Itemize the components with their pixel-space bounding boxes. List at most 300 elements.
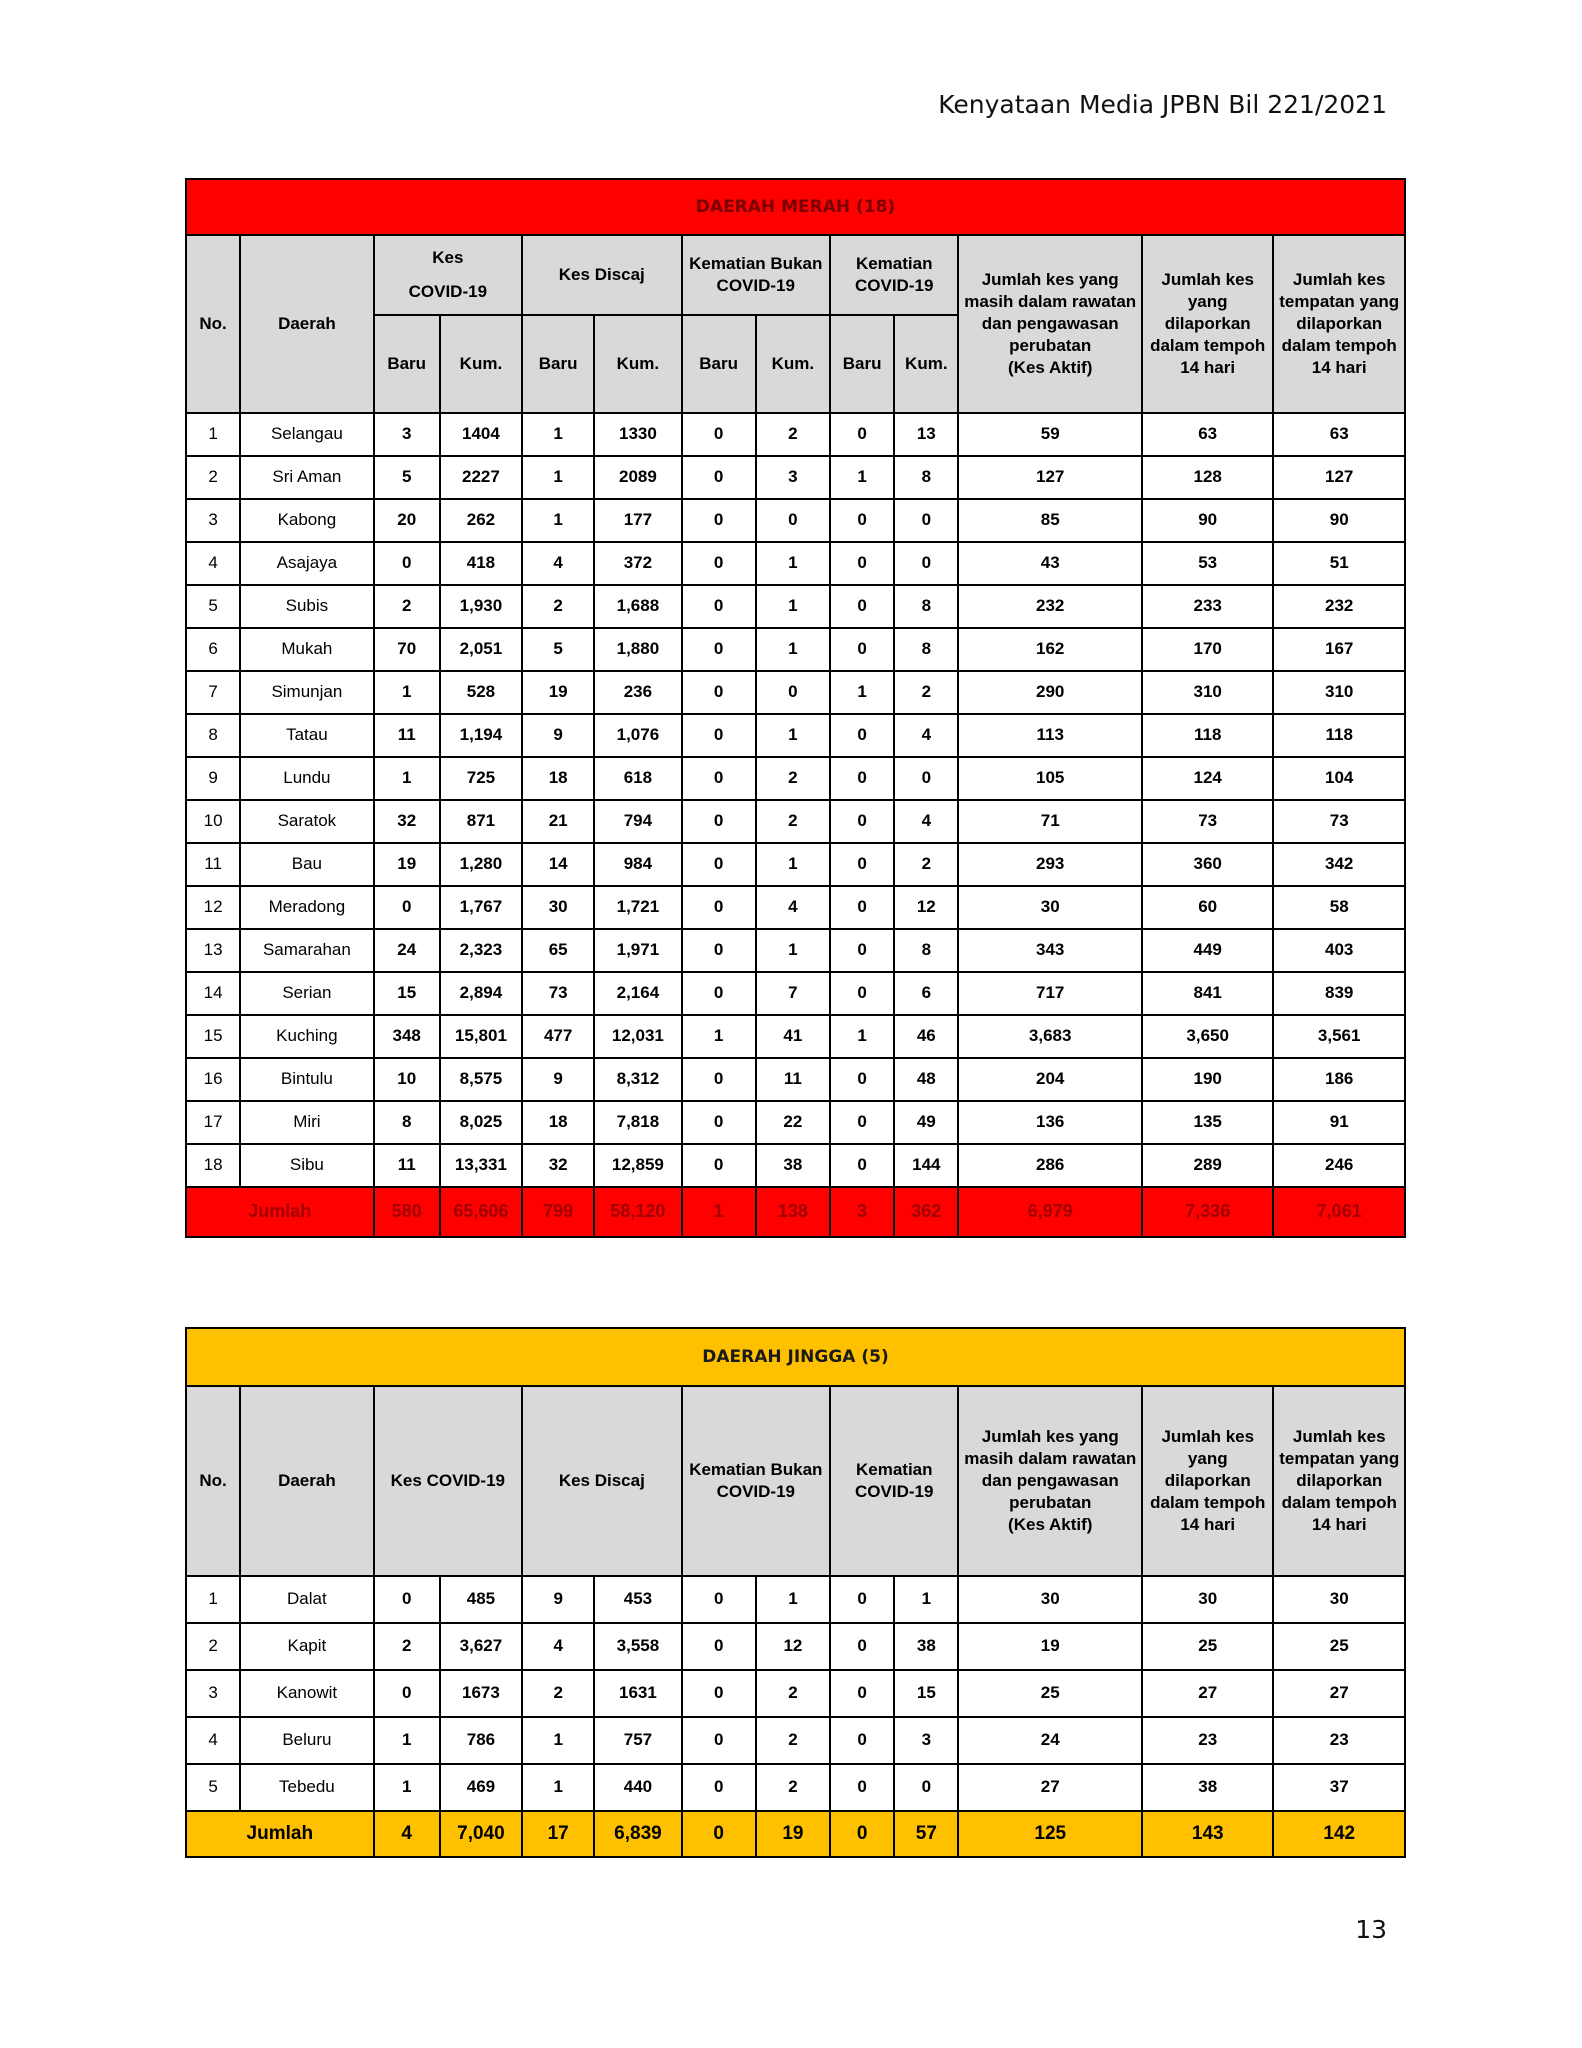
total-value: 0	[830, 1811, 894, 1857]
total-value: 1	[682, 1187, 756, 1237]
col-kematian-bukan-line1: Kematian Bukan	[689, 253, 823, 273]
col-kematian-bukan-line2: COVID-19	[716, 1482, 796, 1501]
cell-value: 0	[682, 542, 756, 585]
cell-value: 1,930	[440, 585, 522, 628]
cell-value: 59	[958, 413, 1142, 456]
cell-value: 3,561	[1273, 1015, 1405, 1058]
cell-value: 2	[894, 843, 958, 886]
zone-title-jingga: DAERAH JINGGA (5)	[186, 1328, 1405, 1386]
cell-value: 0	[682, 1576, 756, 1623]
cell-value: 0	[682, 843, 756, 886]
cell-value: 113	[958, 714, 1142, 757]
cell-value: 38	[1142, 1764, 1273, 1811]
cell-value: 0	[830, 1764, 894, 1811]
col-kum: Kum.	[594, 315, 681, 413]
cell-value: 0	[830, 1101, 894, 1144]
cell-value: 25	[1142, 1623, 1273, 1670]
table-row	[186, 628, 1405, 671]
col-tempatan-line: tempatan yang	[1279, 291, 1400, 311]
cell-value: 190	[1142, 1058, 1273, 1101]
cell-daerah: Meradong	[240, 886, 373, 929]
col-tempatan-line: dalam tempoh	[1281, 336, 1397, 356]
cell-value: 1	[756, 929, 830, 972]
cell-no: 13	[186, 929, 240, 972]
cell-value: 60	[1142, 886, 1273, 929]
cell-value: 12	[894, 886, 958, 929]
cell-value: 11	[374, 714, 440, 757]
cell-value: 167	[1273, 628, 1405, 671]
col-kes-discaj: Kes Discaj	[522, 235, 681, 315]
total-value: 143	[1142, 1811, 1273, 1857]
cell-value: 0	[830, 1576, 894, 1623]
cell-value: 1,076	[594, 714, 681, 757]
cell-value: 440	[594, 1764, 681, 1811]
cell-value: 2	[756, 413, 830, 456]
cell-value: 0	[830, 542, 894, 585]
total-value: 65,606	[440, 1187, 522, 1237]
cell-value: 162	[958, 628, 1142, 671]
cell-value: 418	[440, 542, 522, 585]
col-kematian-bukan	[682, 1386, 830, 1576]
cell-value: 262	[440, 499, 522, 542]
cell-value: 477	[522, 1015, 594, 1058]
cell-daerah: Lundu	[240, 757, 373, 800]
table-row	[186, 972, 1405, 1015]
table-row	[186, 843, 1405, 886]
cell-value: 984	[594, 843, 681, 886]
cell-value: 286	[958, 1144, 1142, 1187]
cell-value: 1	[374, 1764, 440, 1811]
col-kes-bottom: COVID-19	[408, 282, 488, 301]
cell-value: 6	[894, 972, 958, 1015]
cell-value: 46	[894, 1015, 958, 1058]
page-header: Kenyataan Media JPBN Bil 221/2021	[938, 90, 1387, 119]
cell-value: 85	[958, 499, 1142, 542]
cell-value: 1	[894, 1576, 958, 1623]
cell-daerah: Serian	[240, 972, 373, 1015]
cell-value: 204	[958, 1058, 1142, 1101]
cell-value: 27	[958, 1764, 1142, 1811]
cell-value: 63	[1142, 413, 1273, 456]
cell-value: 469	[440, 1764, 522, 1811]
cell-value: 0	[682, 714, 756, 757]
cell-value: 0	[374, 542, 440, 585]
cell-value: 0	[682, 1623, 756, 1670]
cell-no: 15	[186, 1015, 240, 1058]
cell-value: 2,164	[594, 972, 681, 1015]
cell-value: 0	[682, 1058, 756, 1101]
cell-value: 104	[1273, 757, 1405, 800]
cell-value: 290	[958, 671, 1142, 714]
cell-value: 71	[958, 800, 1142, 843]
col-tempatan-line: dilaporkan	[1296, 313, 1383, 333]
cell-value: 1673	[440, 1670, 522, 1717]
cell-daerah: Bau	[240, 843, 373, 886]
col-kematian-bukan	[682, 235, 830, 315]
total-label: Jumlah	[186, 1811, 374, 1857]
daerah-merah-table	[185, 178, 1406, 1238]
cell-value: 18	[522, 757, 594, 800]
cell-value: 177	[594, 499, 681, 542]
table-row	[186, 1670, 1405, 1717]
total-value: 7,336	[1142, 1187, 1273, 1237]
cell-value: 30	[1142, 1576, 1273, 1623]
cell-value: 0	[682, 929, 756, 972]
cell-value: 310	[1273, 671, 1405, 714]
col-kes-covid: Kes COVID-19	[374, 1386, 522, 1576]
total-value: 3	[830, 1187, 894, 1237]
cell-value: 23	[1273, 1717, 1405, 1764]
cell-value: 15	[374, 972, 440, 1015]
table-row	[186, 542, 1405, 585]
col-tempatan-line: Jumlah kes	[1292, 1426, 1386, 1446]
col-tempatan-line: 14 hari	[1311, 1515, 1367, 1535]
cell-value: 12,859	[594, 1144, 681, 1187]
col-kes-discaj: Kes Discaj	[522, 1386, 682, 1576]
cell-no: 16	[186, 1058, 240, 1101]
cell-value: 0	[682, 628, 756, 671]
cell-value: 24	[958, 1717, 1142, 1764]
cell-value: 372	[594, 542, 681, 585]
cell-value: 73	[1142, 800, 1273, 843]
cell-value: 0	[894, 542, 958, 585]
cell-value: 1	[756, 628, 830, 671]
cell-no: 12	[186, 886, 240, 929]
cell-value: 236	[594, 671, 681, 714]
cell-value: 63	[1273, 413, 1405, 456]
cell-value: 41	[756, 1015, 830, 1058]
col-aktif-line: dan pengawasan	[981, 1470, 1119, 1490]
cell-value: 5	[374, 456, 440, 499]
cell-value: 30	[958, 1576, 1142, 1623]
col-kematian-line1: Kematian	[855, 1459, 933, 1479]
cell-value: 21	[522, 800, 594, 843]
cell-value: 2,323	[440, 929, 522, 972]
total-row	[186, 1811, 1405, 1857]
cell-value: 25	[958, 1670, 1142, 1717]
total-value: 17	[522, 1811, 594, 1857]
cell-value: 3,683	[958, 1015, 1142, 1058]
cell-value: 144	[894, 1144, 958, 1187]
col-kum: Kum.	[440, 315, 522, 413]
cell-value: 1,688	[594, 585, 681, 628]
table-row	[186, 413, 1405, 456]
cell-value: 293	[958, 843, 1142, 886]
total-value: 580	[374, 1187, 440, 1237]
zone-title-merah: DAERAH MERAH (18)	[186, 179, 1405, 235]
cell-daerah: Tatau	[240, 714, 373, 757]
cell-value: 0	[374, 886, 440, 929]
cell-value: 12	[756, 1623, 830, 1670]
cell-value: 0	[830, 886, 894, 929]
cell-value: 118	[1142, 714, 1273, 757]
col-aktif-line: dan pengawasan	[981, 313, 1119, 333]
total-value: 19	[756, 1811, 830, 1857]
col-aktif-line: masih dalam rawatan	[964, 291, 1137, 311]
cell-value: 51	[1273, 542, 1405, 585]
cell-value: 4	[522, 1623, 594, 1670]
cell-value: 0	[682, 1144, 756, 1187]
cell-value: 1,880	[594, 628, 681, 671]
cell-value: 38	[756, 1144, 830, 1187]
cell-value: 48	[894, 1058, 958, 1101]
cell-daerah: Samarahan	[240, 929, 373, 972]
cell-value: 2	[756, 1717, 830, 1764]
col-dilaporkan-line: dalam tempoh	[1150, 1493, 1266, 1513]
cell-value: 3	[374, 413, 440, 456]
cell-value: 0	[830, 628, 894, 671]
col-kematian-line1: Kematian	[855, 253, 933, 273]
cell-no: 5	[186, 1764, 240, 1811]
cell-value: 10	[374, 1058, 440, 1101]
col-aktif-line: (Kes Aktif)	[1008, 358, 1093, 378]
cell-value: 0	[682, 671, 756, 714]
total-value: 4	[374, 1811, 440, 1857]
table-row	[186, 1576, 1405, 1623]
col-dilaporkan-line: yang	[1187, 291, 1228, 311]
cell-no: 17	[186, 1101, 240, 1144]
cell-value: 2,051	[440, 628, 522, 671]
cell-no: 5	[186, 585, 240, 628]
cell-value: 19	[522, 671, 594, 714]
cell-no: 14	[186, 972, 240, 1015]
col-no: No.	[186, 235, 240, 413]
cell-daerah: Sri Aman	[240, 456, 373, 499]
cell-value: 32	[374, 800, 440, 843]
cell-value: 8	[894, 628, 958, 671]
cell-value: 786	[440, 1717, 522, 1764]
cell-value: 2	[522, 585, 594, 628]
cell-value: 23	[1142, 1717, 1273, 1764]
cell-value: 58	[1273, 886, 1405, 929]
col-tempatan-line: dalam tempoh	[1281, 1493, 1397, 1513]
cell-value: 1	[522, 1717, 594, 1764]
table-row	[186, 456, 1405, 499]
col-daerah: Daerah	[240, 1386, 373, 1576]
col-no: No.	[186, 1386, 240, 1576]
col-kematian	[830, 1386, 958, 1576]
cell-value: 13,331	[440, 1144, 522, 1187]
cell-no: 2	[186, 1623, 240, 1670]
col-baru: Baru	[374, 315, 440, 413]
cell-no: 4	[186, 1717, 240, 1764]
col-aktif-line: Jumlah kes yang	[981, 269, 1119, 289]
cell-daerah: Saratok	[240, 800, 373, 843]
cell-value: 343	[958, 929, 1142, 972]
cell-daerah: Kanowit	[240, 1670, 373, 1717]
cell-value: 453	[594, 1576, 681, 1623]
col-dilaporkan	[1142, 235, 1273, 413]
cell-value: 3,558	[594, 1623, 681, 1670]
col-kematian-bukan-line1: Kematian Bukan	[689, 1459, 823, 1479]
cell-value: 0	[682, 1101, 756, 1144]
cell-value: 8	[894, 456, 958, 499]
cell-value: 12,031	[594, 1015, 681, 1058]
cell-daerah: Mukah	[240, 628, 373, 671]
cell-value: 7	[756, 972, 830, 1015]
cell-value: 1330	[594, 413, 681, 456]
cell-value: 1631	[594, 1670, 681, 1717]
col-kes-top: Kes	[432, 247, 464, 267]
cell-value: 0	[374, 1576, 440, 1623]
col-dilaporkan-line: 14 hari	[1180, 1515, 1236, 1535]
col-aktif-line: (Kes Aktif)	[1008, 1515, 1093, 1535]
table-row	[186, 757, 1405, 800]
cell-no: 1	[186, 1576, 240, 1623]
col-dilaporkan	[1142, 1386, 1273, 1576]
cell-value: 360	[1142, 843, 1273, 886]
table-row	[186, 671, 1405, 714]
cell-daerah: Simunjan	[240, 671, 373, 714]
cell-daerah: Kapit	[240, 1623, 373, 1670]
cell-value: 27	[1142, 1670, 1273, 1717]
cell-value: 0	[682, 413, 756, 456]
cell-value: 1	[522, 413, 594, 456]
cell-value: 0	[830, 585, 894, 628]
cell-value: 1	[682, 1015, 756, 1058]
cell-value: 841	[1142, 972, 1273, 1015]
cell-value: 127	[1273, 456, 1405, 499]
total-value: 6,839	[594, 1811, 681, 1857]
cell-value: 11	[374, 1144, 440, 1187]
cell-value: 8	[374, 1101, 440, 1144]
table-row	[186, 1623, 1405, 1670]
cell-daerah: Bintulu	[240, 1058, 373, 1101]
cell-value: 1	[522, 456, 594, 499]
cell-daerah: Subis	[240, 585, 373, 628]
cell-value: 0	[682, 585, 756, 628]
table-row	[186, 886, 1405, 929]
cell-value: 91	[1273, 1101, 1405, 1144]
cell-value: 2	[756, 800, 830, 843]
cell-value: 70	[374, 628, 440, 671]
daerah-jingga-table	[185, 1327, 1406, 1858]
cell-no: 18	[186, 1144, 240, 1187]
cell-value: 15	[894, 1670, 958, 1717]
cell-daerah: Kabong	[240, 499, 373, 542]
cell-value: 19	[958, 1623, 1142, 1670]
cell-value: 0	[682, 1717, 756, 1764]
col-tempatan-line: Jumlah kes	[1292, 269, 1386, 289]
cell-no: 7	[186, 671, 240, 714]
cell-value: 794	[594, 800, 681, 843]
col-tempatan-line: 14 hari	[1311, 358, 1367, 378]
cell-daerah: Dalat	[240, 1576, 373, 1623]
cell-value: 0	[830, 1144, 894, 1187]
cell-value: 0	[830, 413, 894, 456]
cell-value: 4	[894, 800, 958, 843]
cell-value: 9	[522, 1058, 594, 1101]
col-aktif-line: masih dalam rawatan	[964, 1448, 1137, 1468]
cell-value: 0	[830, 800, 894, 843]
table-row	[186, 929, 1405, 972]
cell-value: 1,721	[594, 886, 681, 929]
cell-value: 135	[1142, 1101, 1273, 1144]
cell-value: 22	[756, 1101, 830, 1144]
cell-value: 1	[374, 1717, 440, 1764]
cell-value: 871	[440, 800, 522, 843]
cell-no: 10	[186, 800, 240, 843]
cell-value: 1,280	[440, 843, 522, 886]
total-value: 362	[894, 1187, 958, 1237]
total-value: 7,061	[1273, 1187, 1405, 1237]
cell-value: 8,575	[440, 1058, 522, 1101]
cell-value: 30	[958, 886, 1142, 929]
cell-value: 90	[1273, 499, 1405, 542]
cell-value: 2	[374, 585, 440, 628]
col-tempatan	[1273, 235, 1405, 413]
total-value: 7,040	[440, 1811, 522, 1857]
cell-value: 18	[522, 1101, 594, 1144]
col-kematian-line2: COVID-19	[854, 276, 934, 295]
cell-no: 2	[186, 456, 240, 499]
cell-value: 1	[756, 714, 830, 757]
cell-value: 1	[756, 843, 830, 886]
cell-no: 1	[186, 413, 240, 456]
cell-value: 717	[958, 972, 1142, 1015]
col-baru: Baru	[682, 315, 756, 413]
col-kematian	[830, 235, 958, 315]
cell-value: 65	[522, 929, 594, 972]
table-row	[186, 1764, 1405, 1811]
cell-value: 30	[1273, 1576, 1405, 1623]
total-value: 58,120	[594, 1187, 681, 1237]
cell-value: 1	[374, 757, 440, 800]
table-row	[186, 499, 1405, 542]
cell-value: 0	[830, 972, 894, 1015]
cell-daerah: Miri	[240, 1101, 373, 1144]
cell-value: 73	[1273, 800, 1405, 843]
cell-value: 0	[830, 1717, 894, 1764]
cell-value: 0	[682, 456, 756, 499]
cell-value: 0	[830, 1623, 894, 1670]
cell-value: 2089	[594, 456, 681, 499]
col-dilaporkan-line: 14 hari	[1180, 358, 1236, 378]
col-kes-aktif	[958, 235, 1142, 413]
cell-value: 20	[374, 499, 440, 542]
cell-value: 32	[522, 1144, 594, 1187]
cell-no: 9	[186, 757, 240, 800]
cell-no: 3	[186, 1670, 240, 1717]
cell-value: 11	[756, 1058, 830, 1101]
cell-value: 0	[894, 499, 958, 542]
cell-value: 3	[894, 1717, 958, 1764]
jingga-body	[186, 1576, 1405, 1811]
cell-value: 310	[1142, 671, 1273, 714]
cell-value: 528	[440, 671, 522, 714]
cell-value: 839	[1273, 972, 1405, 1015]
cell-value: 2	[756, 757, 830, 800]
cell-value: 19	[374, 843, 440, 886]
col-kematian-bukan-line2: COVID-19	[716, 276, 795, 295]
table-row	[186, 800, 1405, 843]
col-kes-aktif	[958, 1386, 1142, 1576]
cell-value: 0	[830, 1670, 894, 1717]
table-row	[186, 714, 1405, 757]
cell-value: 14	[522, 843, 594, 886]
cell-value: 0	[830, 843, 894, 886]
col-kematian-line2: COVID-19	[855, 1482, 934, 1501]
cell-value: 9	[522, 714, 594, 757]
cell-value: 4	[522, 542, 594, 585]
cell-value: 0	[830, 1058, 894, 1101]
cell-value: 3,650	[1142, 1015, 1273, 1058]
cell-value: 30	[522, 886, 594, 929]
cell-daerah: Tebedu	[240, 1764, 373, 1811]
cell-daerah: Asajaya	[240, 542, 373, 585]
cell-value: 24	[374, 929, 440, 972]
cell-value: 2	[756, 1670, 830, 1717]
